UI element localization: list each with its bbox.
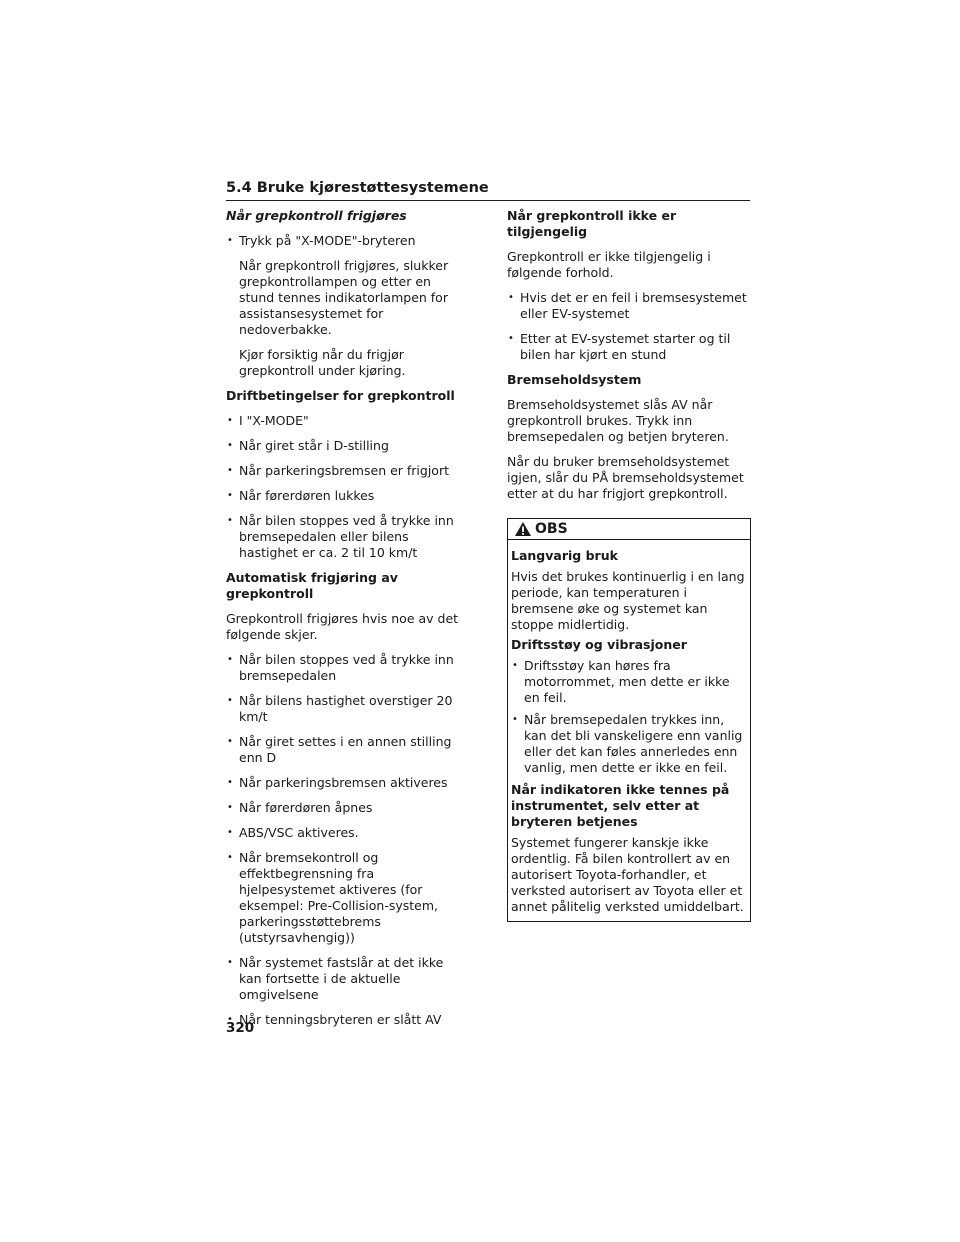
heading-unavailable: Når grepkontroll ikke er tilgjengelig <box>507 208 677 239</box>
list-item: • Når giret settes i en annen stilling enn D <box>226 734 466 766</box>
list-item: • Når førerdøren lukkes <box>226 488 466 504</box>
page-number: 320 <box>226 1020 255 1036</box>
unavailable-list <box>507 290 751 363</box>
obs-long-use-text: Hvis det brukes kontinuerlig i en lang periode, kan temperaturen i bremsene øke og systemet kan stoppe midlertidig. <box>511 569 745 632</box>
obs-heading-indicator: Når indikatoren ikke tennes på instrumentet, selv etter at bryteren betjenes <box>511 782 730 829</box>
release-list <box>226 233 466 249</box>
obs-heading-noise: Driftsstøy og vibrasjoner <box>511 637 687 652</box>
list-item: • Når bilen stoppes ved å trykke inn bremsepedalen <box>226 652 466 684</box>
list-item: • I "X-MODE" <box>226 413 466 429</box>
list-item: • Trykk på "X-MODE"-bryteren <box>226 233 466 249</box>
section-header: 5.4 Bruke kjørestøttesystemene <box>226 179 750 201</box>
list-item: • Når tenningsbryteren er slått AV <box>226 1012 466 1028</box>
list-item: • Når førerdøren åpnes <box>226 800 466 816</box>
obs-indicator-text: Systemet fungerer kanskje ikke ordentlig. Få bilen kontrollert av en autorisert Toyota-forhandler, et verksted autorisert av Toyota eller et annet pålitelig verksted umiddelbart. <box>511 835 744 914</box>
heading-auto-release: Automatisk frigjøring av grepkontroll <box>226 570 398 601</box>
obs-title: OBS <box>535 521 568 537</box>
obs-body <box>508 540 750 921</box>
list-item: • Når bremsekontroll og effektbegrensning fra hjelpesystemet aktiveres (for eksempel: Pre-Collision-system, parkeringsstøttebrems (utstyrsavhengig)) <box>226 850 466 946</box>
list-item: • Når bremsepedalen trykkes inn, kan det bli vanskeligere enn vanlig eller det kan føles annerledes enn vanlig, men dette er ikke en feil. <box>511 712 746 776</box>
list-item: • Når bilens hastighet overstiger 20 km/t <box>226 693 466 725</box>
list-item: • Når parkeringsbremsen aktiveres <box>226 775 466 791</box>
list-item: • ABS/VSC aktiveres. <box>226 825 466 841</box>
list-item: • Etter at EV-systemet starter og til bilen har kjørt en stund <box>507 331 751 363</box>
conditions-list <box>226 413 466 561</box>
heading-conditions: Driftbetingelser for grepkontroll <box>226 388 455 403</box>
list-item: • Driftsstøy kan høres fra motorrommet, men dette er ikke en feil. <box>511 658 746 706</box>
brake-hold-text-2: Når du bruker bremseholdsystemet igjen, slår du PÅ bremseholdsystemet etter at du har frigjort grepkontroll. <box>507 454 744 501</box>
heading-brake-hold: Bremseholdsystem <box>507 372 642 387</box>
list-item: • Når bilen stoppes ved å trykke inn bremsepedalen eller bilens hastighet er ca. 2 til 10 km/t <box>226 513 466 561</box>
list-item: • Hvis det er en feil i bremsesystemet eller EV-systemet <box>507 290 751 322</box>
obs-heading-long-use: Langvarig bruk <box>511 548 618 563</box>
list-item: • Når giret står i D-stilling <box>226 438 466 454</box>
auto-release-intro: Grepkontroll frigjøres hvis noe av det følgende skjer. <box>226 611 459 642</box>
obs-notice-box <box>507 518 751 922</box>
obs-noise-list <box>511 658 746 776</box>
unavailable-intro: Grepkontroll er ikke tilgjengelig i følgende forhold. <box>507 249 711 280</box>
brake-hold-text: Bremseholdsystemet slås AV når grepkontroll brukes. Trykk inn bremsepedalen og betjen bryteren. <box>507 397 729 444</box>
warning-icon <box>514 521 532 537</box>
auto-release-list <box>226 652 466 1028</box>
right-column <box>507 208 751 922</box>
list-item: • Når parkeringsbremsen er frigjort <box>226 463 466 479</box>
heading-release: Når grepkontroll frigjøres <box>226 208 407 223</box>
left-column <box>226 208 466 1037</box>
release-note: Når grepkontroll frigjøres, slukker grepkontrollampen og etter en stund tennes indikatorlampen for assistansesystemet for nedoverbakke. <box>239 258 449 337</box>
list-item: • Når systemet fastslår at det ikke kan fortsette i de aktuelle omgivelsene <box>226 955 466 1003</box>
release-caution: Kjør forsiktig når du frigjør grepkontroll under kjøring. <box>239 347 406 378</box>
obs-title-bar <box>508 519 750 540</box>
